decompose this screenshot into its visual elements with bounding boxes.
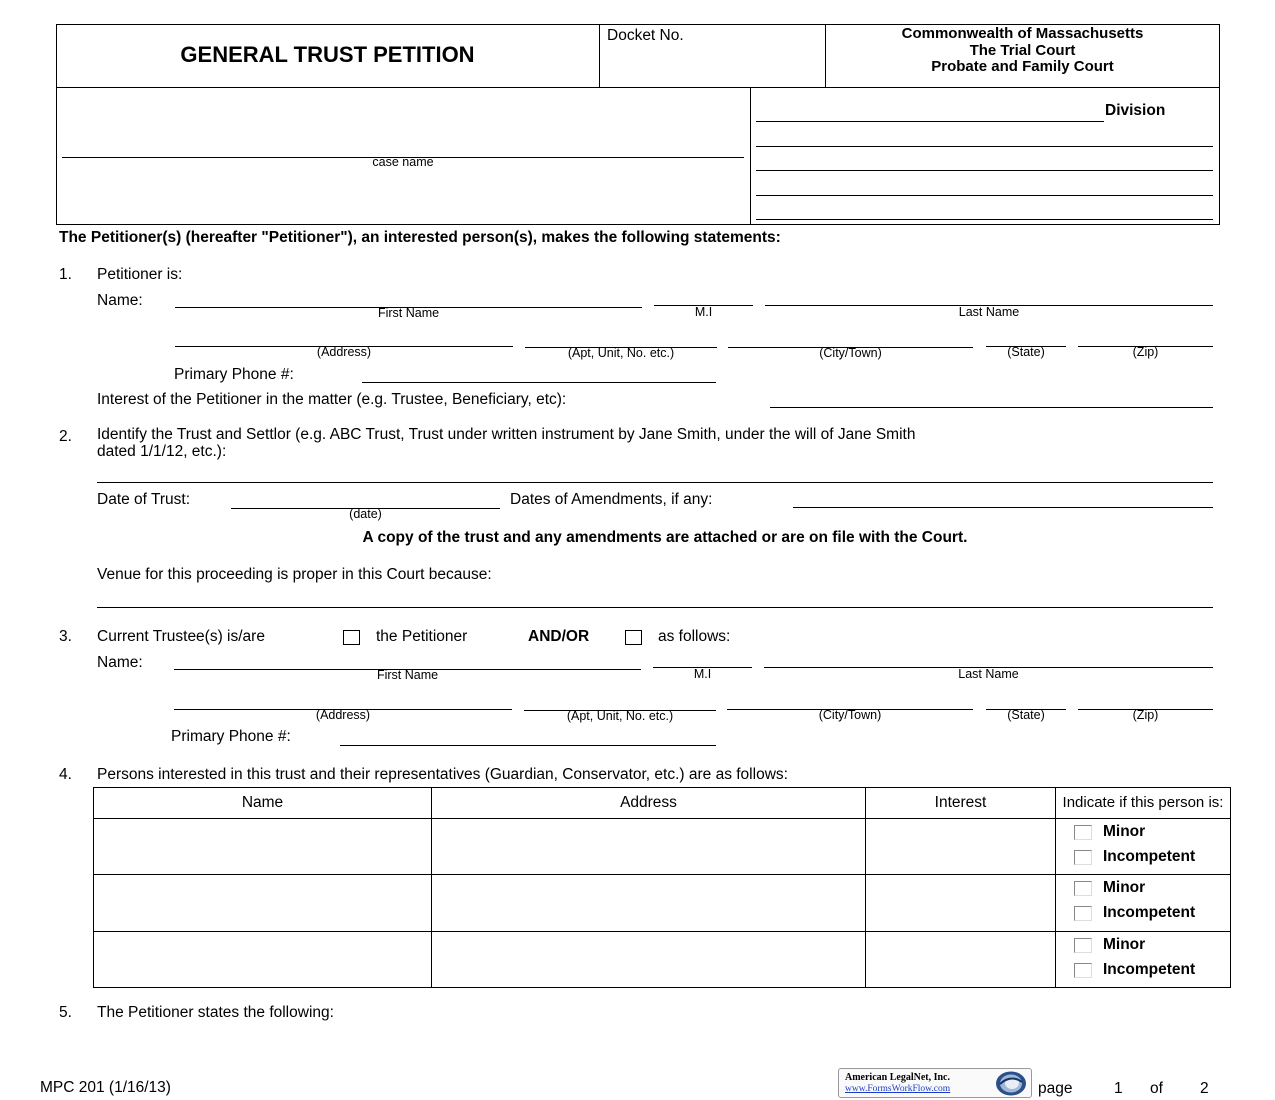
s3-zip-label: (Zip) [1132,708,1159,722]
row1-incompetent-checkbox[interactable] [1074,850,1092,865]
row3-minor-checkbox[interactable] [1074,938,1092,953]
of-label: of [1150,1080,1163,1097]
row3-minor-label: Minor [1103,936,1146,953]
division-extra-line-3[interactable] [756,195,1213,196]
s1-phone-label: Primary Phone #: [174,366,294,383]
row3-interest-cell[interactable] [866,932,1056,988]
col-header-address: Address [432,788,866,819]
court-line-1: Commonwealth of Massachusetts [901,25,1144,42]
header-divider-1 [599,24,600,88]
court-line-3: Probate and Family Court [931,58,1114,75]
col-header-name: Name [94,788,432,819]
row2-interest-cell[interactable] [866,875,1056,932]
s2-trust-field[interactable] [97,482,1213,483]
legalnet-logo[interactable] [838,1068,1032,1098]
s5-label: The Petitioner states the following: [97,1004,334,1021]
s2-venue-label: Venue for this proceeding is proper in this Court because: [97,566,492,583]
s1-number: 1. [59,266,72,283]
intro-statement: The Petitioner(s) (hereafter "Petitioner"), an interested person(s), makes the following statements: [59,229,781,246]
row2-minor-checkbox[interactable] [1074,881,1092,896]
s3-name-label: Name: [97,654,143,671]
s2-amend-field[interactable] [793,507,1213,508]
s3-petitioner-checkbox[interactable] [343,630,360,645]
row1-minor-label: Minor [1103,823,1146,840]
s1-address-label: (Address) [316,345,372,359]
docket-label: Docket No. [607,27,684,44]
s1-city-label: (City/Town) [819,346,882,360]
s1-mi-label: M.I [694,305,713,319]
s3-apt-label: (Apt, Unit, No. etc.) [566,709,674,723]
row2-indicate-cell [1056,875,1231,932]
case-divider [750,87,751,225]
s3-last-name-label: Last Name [958,667,1019,681]
form-id: MPC 201 (1/16/13) [40,1079,171,1096]
s3-address-label: (Address) [315,708,371,722]
row1-minor-checkbox[interactable] [1074,825,1092,840]
s3-number: 3. [59,628,72,645]
s1-name-label: Name: [97,292,143,309]
division-extra-line-1[interactable] [756,146,1213,147]
s3-as-follows-checkbox[interactable] [625,630,642,645]
col-header-indicate: Indicate if this person is: [1056,788,1231,819]
s3-phone-label: Primary Phone #: [171,728,291,745]
s1-first-name-label: First Name [377,306,440,320]
page-total: 2 [1200,1080,1209,1097]
s1-heading: Petitioner is: [97,266,183,283]
logo-text-2[interactable]: www.FormsWorkFlow.com [845,1084,951,1094]
s4-number: 4. [59,766,72,783]
s3-label: Current Trustee(s) is/are [97,628,265,645]
row2-address-cell[interactable] [432,875,866,932]
row3-address-cell[interactable] [432,932,866,988]
row2-incompetent-label: Incompetent [1103,904,1196,921]
s3-first-name-label: First Name [376,668,439,682]
s3-option-as-follows: as follows: [658,628,731,645]
s2-amend-label: Dates of Amendments, if any: [510,491,713,508]
logo-text-1: American LegalNet, Inc. [845,1072,950,1083]
s3-mi-label: M.I [693,667,712,681]
persons-table [93,787,1231,988]
case-name-label: case name [372,155,434,169]
row3-indicate-cell [1056,932,1231,988]
s4-label: Persons interested in this trust and their representatives (Guardian, Conservator, etc.) are as follows: [97,766,788,783]
row1-interest-cell[interactable] [866,819,1056,875]
row1-address-cell[interactable] [432,819,866,875]
s5-number: 5. [59,1004,72,1021]
s2-date-sublabel: (date) [349,507,382,521]
s1-interest-field[interactable] [770,407,1213,408]
division-extra-line-2[interactable] [756,170,1213,171]
s2-line-1: Identify the Trust and Settlor (e.g. ABC Trust, Trust under written instrument by Jane Smith, under the will of Jane Smith [97,426,916,443]
row1-indicate-cell [1056,819,1231,875]
s1-state-label: (State) [1007,345,1045,359]
s2-copy-note: A copy of the trust and any amendments are attached or are on file with the Court. [362,529,968,546]
s2-line-2: dated 1/1/12, etc.): [97,443,227,460]
globe-icon [994,1070,1028,1097]
row3-name-cell[interactable] [94,932,432,988]
division-field[interactable] [756,121,1104,122]
s1-phone-field[interactable] [362,382,716,383]
row1-incompetent-label: Incompetent [1103,848,1196,865]
s3-city-label: (City/Town) [818,708,882,722]
col-header-interest: Interest [866,788,1056,819]
s2-number: 2. [59,428,72,445]
s2-date-label: Date of Trust: [97,491,191,508]
s3-state-label: (State) [1007,708,1045,722]
row2-name-cell[interactable] [94,875,432,932]
s1-interest-label: Interest of the Petitioner in the matter (e.g. Trustee, Beneficiary, etc): [97,391,567,408]
form-title: GENERAL TRUST PETITION [180,42,475,67]
court-line-2: The Trial Court [969,42,1076,59]
s3-andor: AND/OR [528,628,590,645]
division-label: Division [1105,102,1166,119]
row2-incompetent-checkbox[interactable] [1074,906,1092,921]
row2-minor-label: Minor [1103,879,1146,896]
division-extra-line-4[interactable] [756,219,1213,220]
row3-incompetent-label: Incompetent [1103,961,1196,978]
s3-phone-field[interactable] [340,745,716,746]
s1-zip-label: (Zip) [1132,345,1159,359]
row1-name-cell[interactable] [94,819,432,875]
s1-last-name-label: Last Name [958,305,1020,319]
row3-incompetent-checkbox[interactable] [1074,963,1092,978]
s1-apt-label: (Apt, Unit, No. etc.) [567,346,675,360]
page-number: 1 [1114,1080,1123,1097]
page-label: page [1038,1080,1073,1097]
s2-venue-field[interactable] [97,607,1213,608]
s3-option-petitioner: the Petitioner [376,628,468,645]
